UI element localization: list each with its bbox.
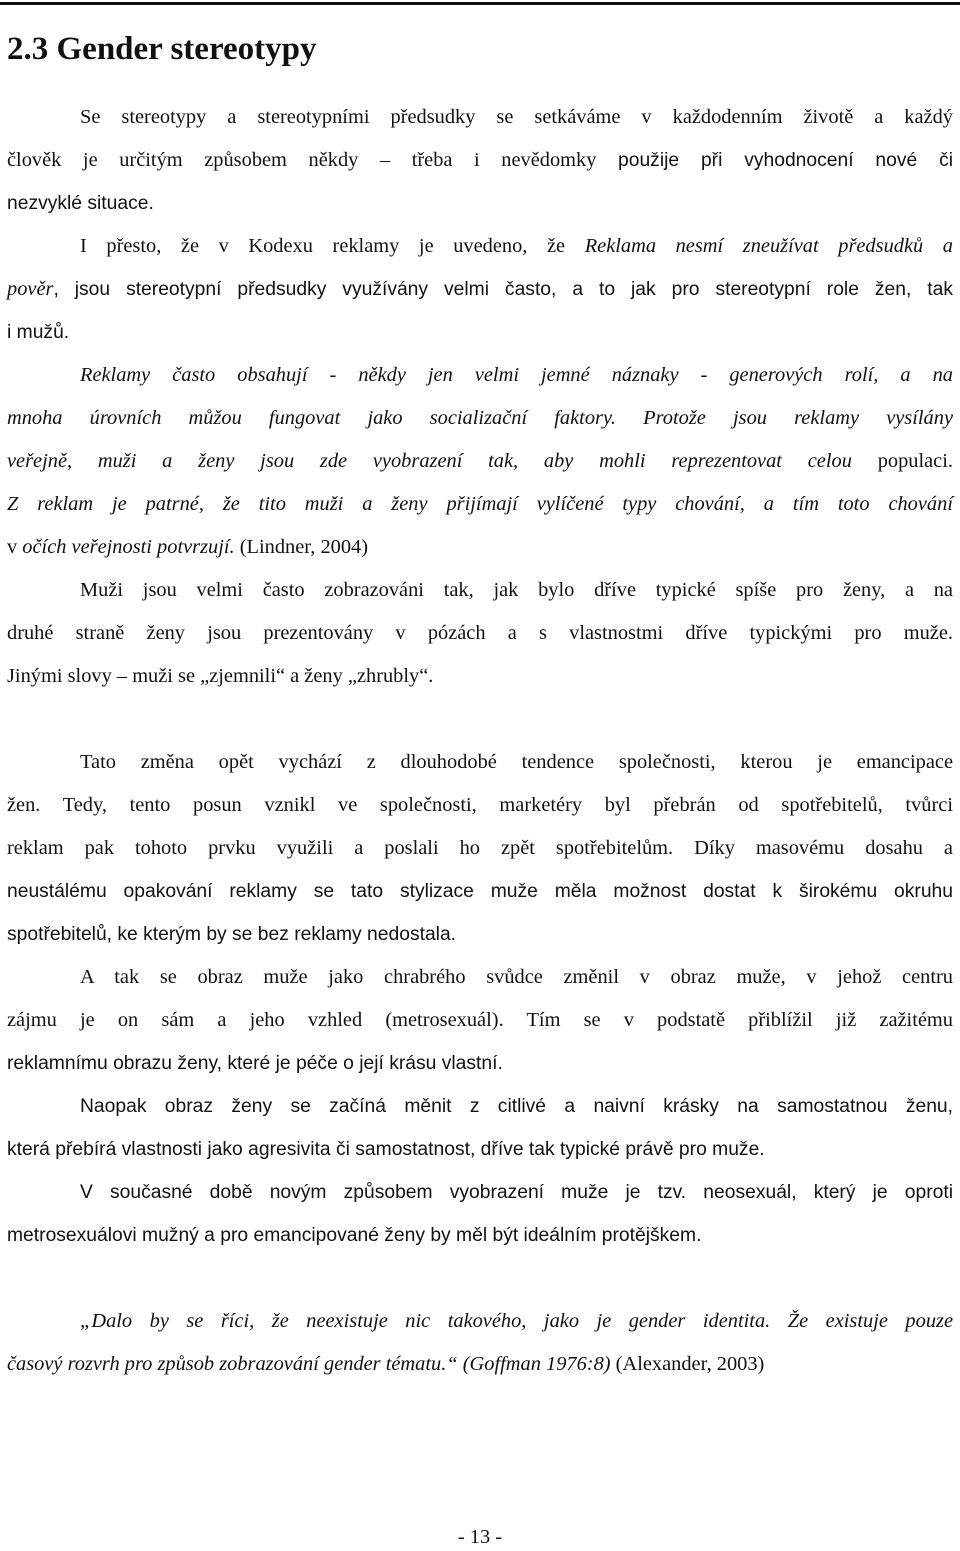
text-line: Se stereotypy a stereotypními předsudky se setkáváme v každodenním životě a každý (80, 106, 953, 128)
text-line: žen. Tedy, tento posun vznikl ve společnosti, marketéry byl přebrán od spotřebitelů, tvůrci (7, 794, 953, 816)
text-line: „Dalo by se říci, že neexistuje nic takového, jako je gender identita. Že existuje pouze (80, 1310, 953, 1332)
text-line: která přebírá vlastnosti jako agresivita či samostatnost, dříve tak typické právě pro muže. (7, 1139, 765, 1160)
text-line: časový rozvrh pro způsob zobrazování gender tématu.“ (Goffman 1976:8) (Alexander, 2003) (7, 1353, 765, 1375)
text-line: Reklamy často obsahují - někdy jen velmi jemné náznaky - generových rolí, a na (80, 364, 953, 386)
text-line: v očích veřejnosti potvrzují. (Lindner, 2004) (7, 536, 369, 558)
paragraph-gap (7, 1257, 953, 1300)
text-line: A tak se obraz muže jako chrabrého svůdce změnil v obraz muže, v jehož centru (80, 966, 953, 988)
text-line: Jinými slovy – muži se „zjemnili“ a ženy „zhrubly“. (7, 665, 434, 687)
paragraph-reklamy (7, 354, 953, 569)
paragraph-gap (7, 698, 953, 741)
text-line: nezvyklé situace. (7, 193, 154, 214)
paragraph-zmena (7, 741, 953, 956)
text-line: I přesto, že v Kodexu reklamy je uvedeno, že Reklama nesmí zneužívat předsudků a (80, 235, 953, 257)
paragraph-stereotypes (7, 96, 953, 225)
text-line: reklamnímu obrazu ženy, které je péče o její krásu vlastní. (7, 1053, 503, 1074)
page-number: - 13 - (457, 1526, 503, 1548)
text-line: i mužů. (7, 322, 70, 343)
text-line: spotřebitelů, ke kterým by se bez reklamy nedostala. (7, 924, 457, 945)
paragraph-obraz-muze (7, 956, 953, 1085)
paragraph-neosexual (7, 1171, 953, 1257)
top-rule (0, 2, 960, 5)
text-line: Z reklam je patrné, že tito muži a ženy přijímají vylíčené typy chování, a tím toto chování (7, 493, 953, 515)
text-line: zájmu je on sám a jeho vzhled (metrosexuál). Tím se v podstatě přiblížil již zažitému (7, 1009, 953, 1031)
text-line: člověk je určitým způsobem někdy – třeba i nevědomky použije při vyhodnocení nové či (7, 149, 953, 171)
paragraph-obraz-zeny (7, 1085, 953, 1171)
text-line: Tato změna opět vychází z dlouhodobé tendence společnosti, kterou je emancipace (80, 751, 953, 773)
section-heading: 2.3 Gender stereotypy (7, 31, 317, 67)
text-line: veřejně, muži a ženy jsou zde vyobrazení tak, aby mohli reprezentovat celou populaci. (7, 450, 953, 472)
text-line: Muži jsou velmi často zobrazováni tak, jak bylo dříve typické spíše pro ženy, a na (80, 579, 953, 601)
paragraph-kodex (7, 225, 953, 354)
text-line: pověr, jsou stereotypní předsudky využívány velmi často, a to jak pro stereotypní role žen, tak (7, 278, 953, 300)
document-body (7, 96, 953, 1386)
text-line: metrosexuálovi mužný a pro emancipované ženy by měl být ideálním protějškem. (7, 1225, 702, 1246)
text-line: druhé straně ženy jsou prezentovány v pózách a s vlastnostmi dříve typickými pro muže. (7, 622, 953, 644)
quote-paragraph (7, 1300, 953, 1386)
text-line: reklam pak tohoto prvku využili a poslali ho zpět spotřebitelům. Díky masovému dosahu a (7, 837, 953, 859)
text-line: neustálému opakování reklamy se tato stylizace muže měla možnost dostat k širokému okruhu (7, 881, 953, 902)
text-line: mnoha úrovních můžou fungovat jako socializační faktory. Protože jsou reklamy vysílány (7, 407, 953, 429)
text-line: Naopak obraz ženy se začíná měnit z citlivé a naivní krásky na samostatnou ženu, (80, 1096, 953, 1117)
text-line: V současné době novým způsobem vyobrazení muže je tzv. neosexuál, který je oproti (80, 1182, 953, 1203)
paragraph-muzi (7, 569, 953, 698)
